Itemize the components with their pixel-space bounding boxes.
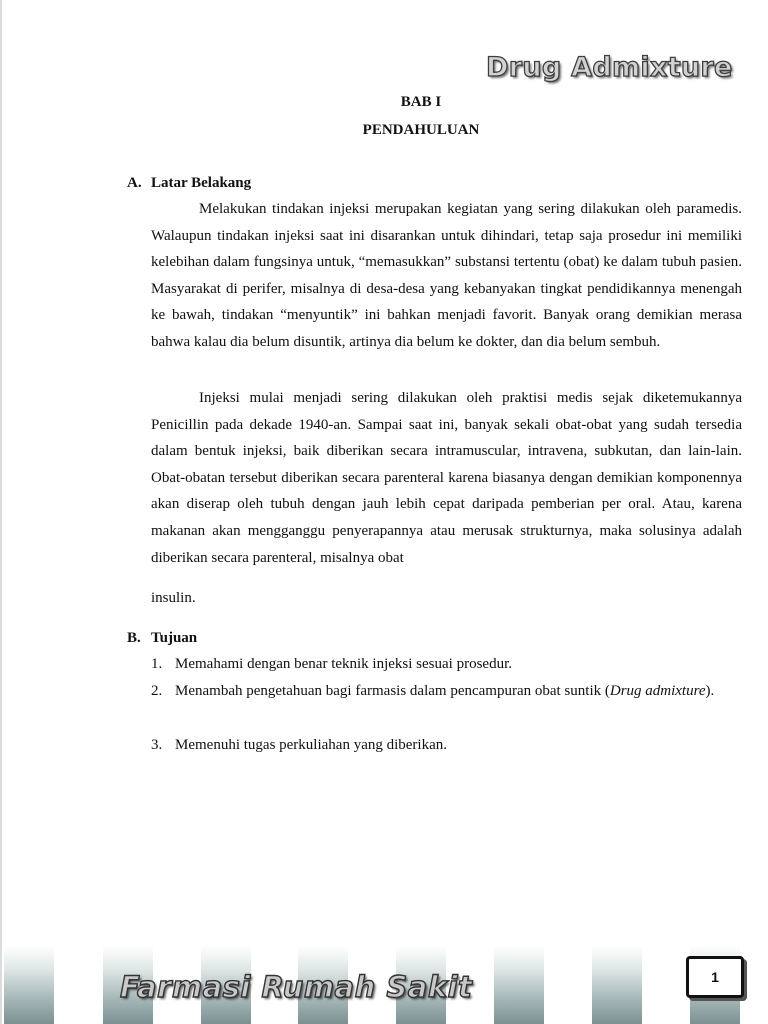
section-a-heading (127, 175, 251, 192)
footer-stripe (592, 946, 642, 1024)
list-text: Memenuhi tugas perkuliahan yang diberikan. (175, 737, 448, 753)
list-item (151, 732, 742, 759)
header-title: Drug Admixture (486, 52, 733, 83)
footer-stripe (494, 946, 544, 1024)
chapter-title: PENDAHULUAN (362, 122, 480, 138)
list-number: 1. (151, 656, 163, 672)
list-text: Memahami dengan benar teknik injeksi sesuai prosedur. (175, 656, 512, 672)
paragraph-text: Melakukan tindakan injeksi merupakan kegiatan yang sering dilakukan oleh paramedis. Walaupun tindakan injeksi saat ini disarankan untuk dihindari, tetap saja prosedur ini memiliki kelebihan dalam fungsinya untuk, “memasukkan” substansi tertentu (obat) ke dalam tubuh pasien. Masyarakat di perifer, misalnya di desa-desa yang kebanyakan tingkat pendidikannya menengah ke bawah, tindakan “menyuntik” ini bahkan menjadi favorit. Banyak orang demikian merasa bahwa kalau dia belum disuntik, artinya dia belum ke dokter, dan dia belum sembuh. (151, 201, 742, 350)
section-a-paragraph-1 (151, 196, 742, 356)
section-a-paragraph-2-end (151, 585, 742, 612)
page-edge (0, 0, 2, 1024)
paragraph-text: insulin. (151, 590, 196, 606)
list-item (151, 651, 742, 678)
list-text-italic: Drug admixture (609, 683, 706, 699)
list-text (175, 678, 742, 705)
section-a-title: Latar Belakang (151, 175, 252, 191)
paragraph-text: Injeksi mulai menjadi sering dilakukan oleh praktisi medis sejak diketemukannya Penicillin pada dekade 1940-an. Sampai saat ini, banyak sekali obat-obat yang sudah tersedia dalam bentuk injeksi, baik diberikan secara intramuscular, intravena, subkutan, dan lain-lain. Obat-obatan tersebut diberikan secara parenteral karena biasanya dengan demikian komponennya akan diserap oleh tubuh dengan jauh lebih cepat daripada pemberian per oral. Atau, karena makanan akan mengganggu penyerapannya atau merusak strukturnya, maka solusinya adalah diberikan secara parenteral, misalnya obat (151, 390, 742, 566)
list-number: 2. (151, 683, 163, 699)
list-number: 3. (151, 737, 163, 753)
footer-title: Farmasi Rumah Sakit (120, 970, 473, 1004)
section-b-title: Tujuan (151, 630, 198, 646)
footer-stripe (4, 946, 54, 1024)
page-number-box (686, 956, 744, 998)
section-a-letter: A. (127, 175, 142, 191)
section-b-letter: B. (127, 630, 141, 646)
section-b-heading (127, 630, 197, 647)
page-number: 1 (711, 969, 719, 985)
list-text-before: Menambah pengetahuan bagi farmasis dalam pencampuran obat suntik ( (175, 683, 610, 699)
list-item (151, 678, 742, 705)
section-a-paragraph-2 (151, 385, 742, 571)
list-text-after: ). (705, 683, 715, 699)
chapter-label: BAB I (400, 94, 442, 110)
